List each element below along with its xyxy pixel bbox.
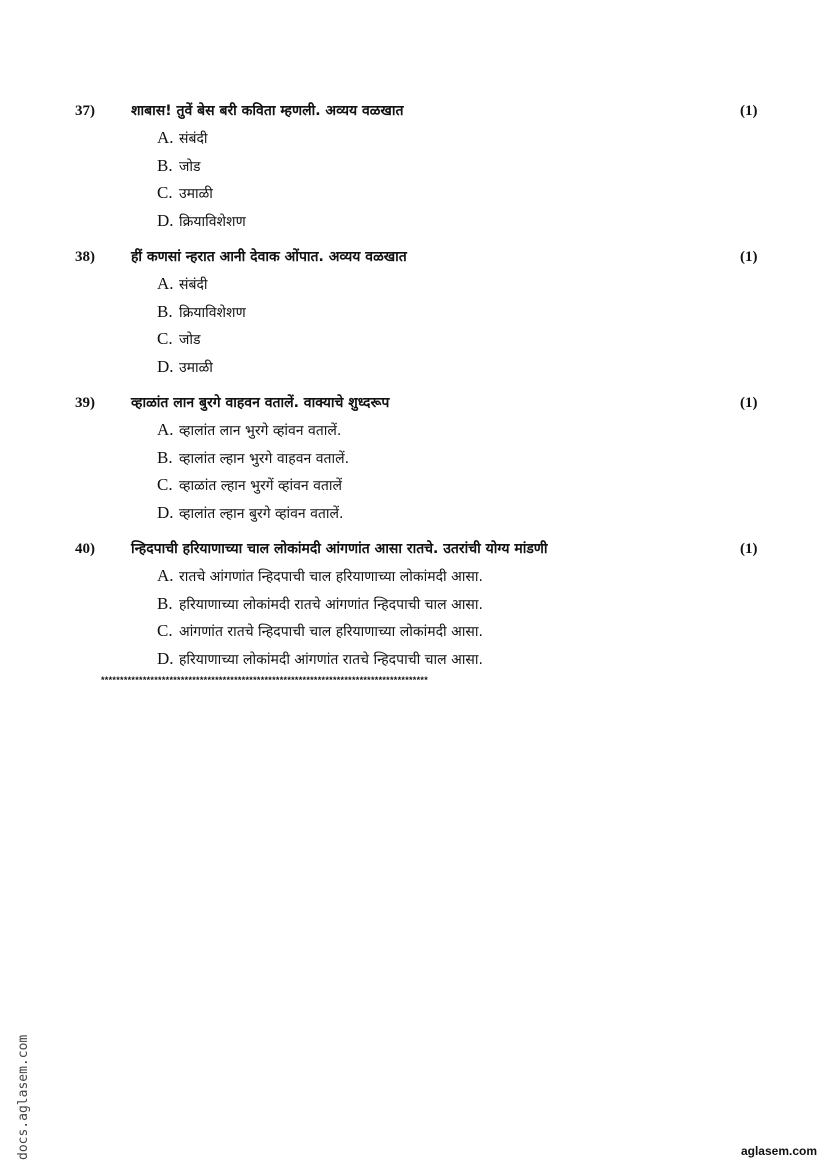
option-a [157, 273, 246, 301]
option-letter: A. [157, 274, 174, 293]
option-text: संबंदी [179, 277, 208, 293]
option-d [157, 210, 246, 238]
question-number: 39) [75, 395, 95, 411]
option-b [157, 155, 246, 183]
question-text: हीं कणसां न्हरात आनी देवाक ओंपात. अव्यय वळखात [131, 249, 407, 265]
option-b [157, 301, 246, 329]
option-c [157, 328, 246, 356]
option-text: हरियाणाच्या लोकांमदी रातचे आंगणांत न्हिदपाची चाल आसा. [179, 596, 483, 613]
question-marks: (1) [740, 103, 758, 119]
option-text: व्हालांत लान भुरगे व्हांवन वतालें. [179, 423, 342, 439]
option-c [157, 474, 349, 502]
option-list [157, 419, 349, 529]
question-text: न्हिदपाची हरियाणाच्या चाल लोकांमदी आंगणांत आसा रातचे. उतरांची योग्य मांडणी [131, 541, 548, 557]
option-text: हरियाणाच्या लोकांमदी आंगणांत रातचे न्हिदपाची चाल आसा. [179, 651, 483, 668]
option-letter: D. [157, 648, 174, 668]
option-d [157, 356, 246, 384]
option-letter: A. [157, 420, 174, 439]
option-letter: A. [157, 566, 174, 585]
option-letter: C. [157, 621, 173, 640]
option-c [157, 620, 483, 648]
option-letter: A. [157, 128, 174, 147]
option-letter: B. [157, 155, 173, 175]
option-d [157, 648, 483, 676]
footer-watermark: aglasem.com [740, 1144, 817, 1158]
option-text: रातचे आंगणांत न्हिदपाची चाल हरियाणाच्या लोकांमदी आसा. [179, 569, 483, 585]
option-text: क्रियाविशेशण [179, 304, 246, 321]
question-text: व्हाळांत लान बुरगे वाहवन वतालें. वाक्याचे शुध्दरूप [131, 395, 390, 411]
option-b [157, 593, 483, 621]
option-list [157, 565, 483, 675]
question-marks: (1) [740, 541, 758, 557]
option-text: उमाळी [179, 186, 213, 202]
question-number: 37) [75, 103, 95, 119]
option-text: आंगणांत रातचे न्हिदपाची चाल हरियाणाच्या लोकांमदी आसा. [179, 624, 483, 640]
option-letter: C. [157, 183, 173, 202]
option-text: संबंदी [179, 131, 208, 147]
option-a [157, 127, 246, 155]
question-number: 38) [75, 249, 95, 265]
option-c [157, 182, 246, 210]
option-letter: C. [157, 329, 173, 348]
option-letter: D. [157, 356, 174, 376]
option-letter: B. [157, 301, 173, 321]
option-letter: B. [157, 593, 173, 613]
option-text: जोड [179, 332, 201, 348]
option-text: व्हालांत ल्हान बुरगे व्हांवन वतालें. [179, 505, 344, 522]
option-letter: D. [157, 502, 174, 522]
question-number: 40) [75, 541, 95, 557]
question-marks: (1) [740, 249, 758, 265]
option-text: जोड [179, 158, 201, 175]
option-b [157, 447, 349, 475]
option-text: उमाळी [179, 359, 213, 376]
option-list [157, 273, 246, 383]
question-marks: (1) [740, 395, 758, 411]
option-d [157, 502, 349, 530]
question-text: शाबास! तुवें बेस बरी कविता म्हणली. अव्यय वळखात [131, 103, 404, 119]
option-letter: B. [157, 447, 173, 467]
end-of-paper-marker: ************************************************************************************** [101, 675, 429, 685]
option-a [157, 565, 483, 593]
option-text: क्रियाविशेशण [179, 213, 246, 230]
option-text: व्हालांत ल्हान भुरगे वाहवन वतालें. [179, 450, 350, 467]
option-list [157, 127, 246, 237]
option-letter: D. [157, 210, 174, 230]
option-text: व्हाळांत ल्हान भुरगें व्हांवन वतालें [179, 478, 343, 494]
option-letter: C. [157, 475, 173, 494]
option-a [157, 419, 349, 447]
side-watermark: docs.aglasem.com [16, 1034, 31, 1160]
